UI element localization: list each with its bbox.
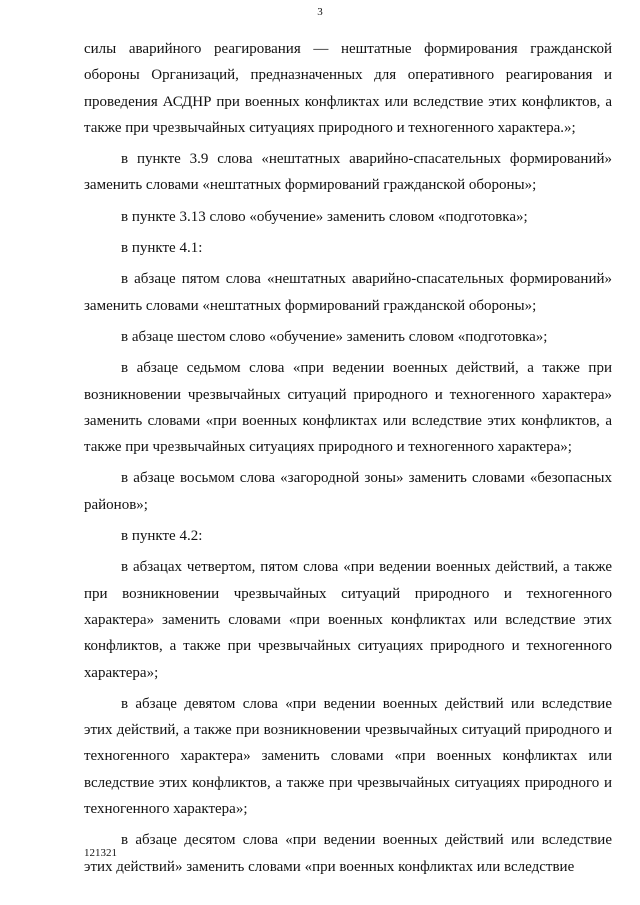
paragraph: в пункте 4.2: [121, 528, 203, 545]
paragraph: в абзацах четвертом, пятом слова «при ведении военных действий, а также при возникновении чрезвычайных ситуаций природного и техногенного характера» заменить словами «при военных конфликтах или вследствие этих конфликтов, а также при чрезвычайных ситуациях природного и техногенного характера»; [84, 559, 612, 681]
paragraph: в абзаце шестом слово «обучение» заменить словом «подготовка»; [121, 328, 548, 345]
paragraph: в пункте 4.1: [121, 240, 203, 257]
document-body [84, 36, 612, 880]
paragraph: в пункте 3.9 слова «нештатных аварийно-спасательных формирований» заменить словами «нештатных формирований гражданской обороны»; [84, 151, 612, 194]
paragraph: силы аварийного реагирования — нештатные формирования гражданской обороны Организаций, предназначенных для оперативного реагирования и проведения АСДНР при военных конфликтах или вследствие этих конфликтов, а также при чрезвычайных ситуациях природного и техногенного характера.»; [84, 41, 612, 136]
paragraph: в абзаце девятом слова «при ведении военных действий или вследствие этих действий, а также при возникновении чрезвычайных ситуаций природного и техногенного характера» заменить словами «при военных конфликтах или вследствие этих конфликтов, а также при чрезвычайных ситуациях природного и техногенного характера»; [84, 695, 612, 818]
paragraph: в пункте 3.13 слово «обучение» заменить словом «подготовка»; [121, 208, 528, 225]
page-number: 3 [317, 6, 323, 18]
paragraph: в абзаце пятом слова «нештатных аварийно-спасательных формирований» заменить словами «нештатных формирований гражданской обороны»; [84, 271, 612, 314]
paragraph: в абзаце восьмом слова «загородной зоны» заменить словами «безопасных районов»; [84, 470, 612, 513]
paragraph: в абзаце десятом слова «при ведении военных действий или вследствие этих действий» заменить словами «при военных конфликтах или вследствие [84, 832, 612, 875]
paragraph: в абзаце седьмом слова «при ведении военных действий, а также при возникновении чрезвычайных ситуаций природного и техногенного характера» заменить словами «при военных конфликтах или вследствие этих конфликтов, а также при чрезвычайных ситуациях природного и техногенного характера»; [84, 360, 612, 456]
document-code: 121321 [84, 847, 117, 859]
